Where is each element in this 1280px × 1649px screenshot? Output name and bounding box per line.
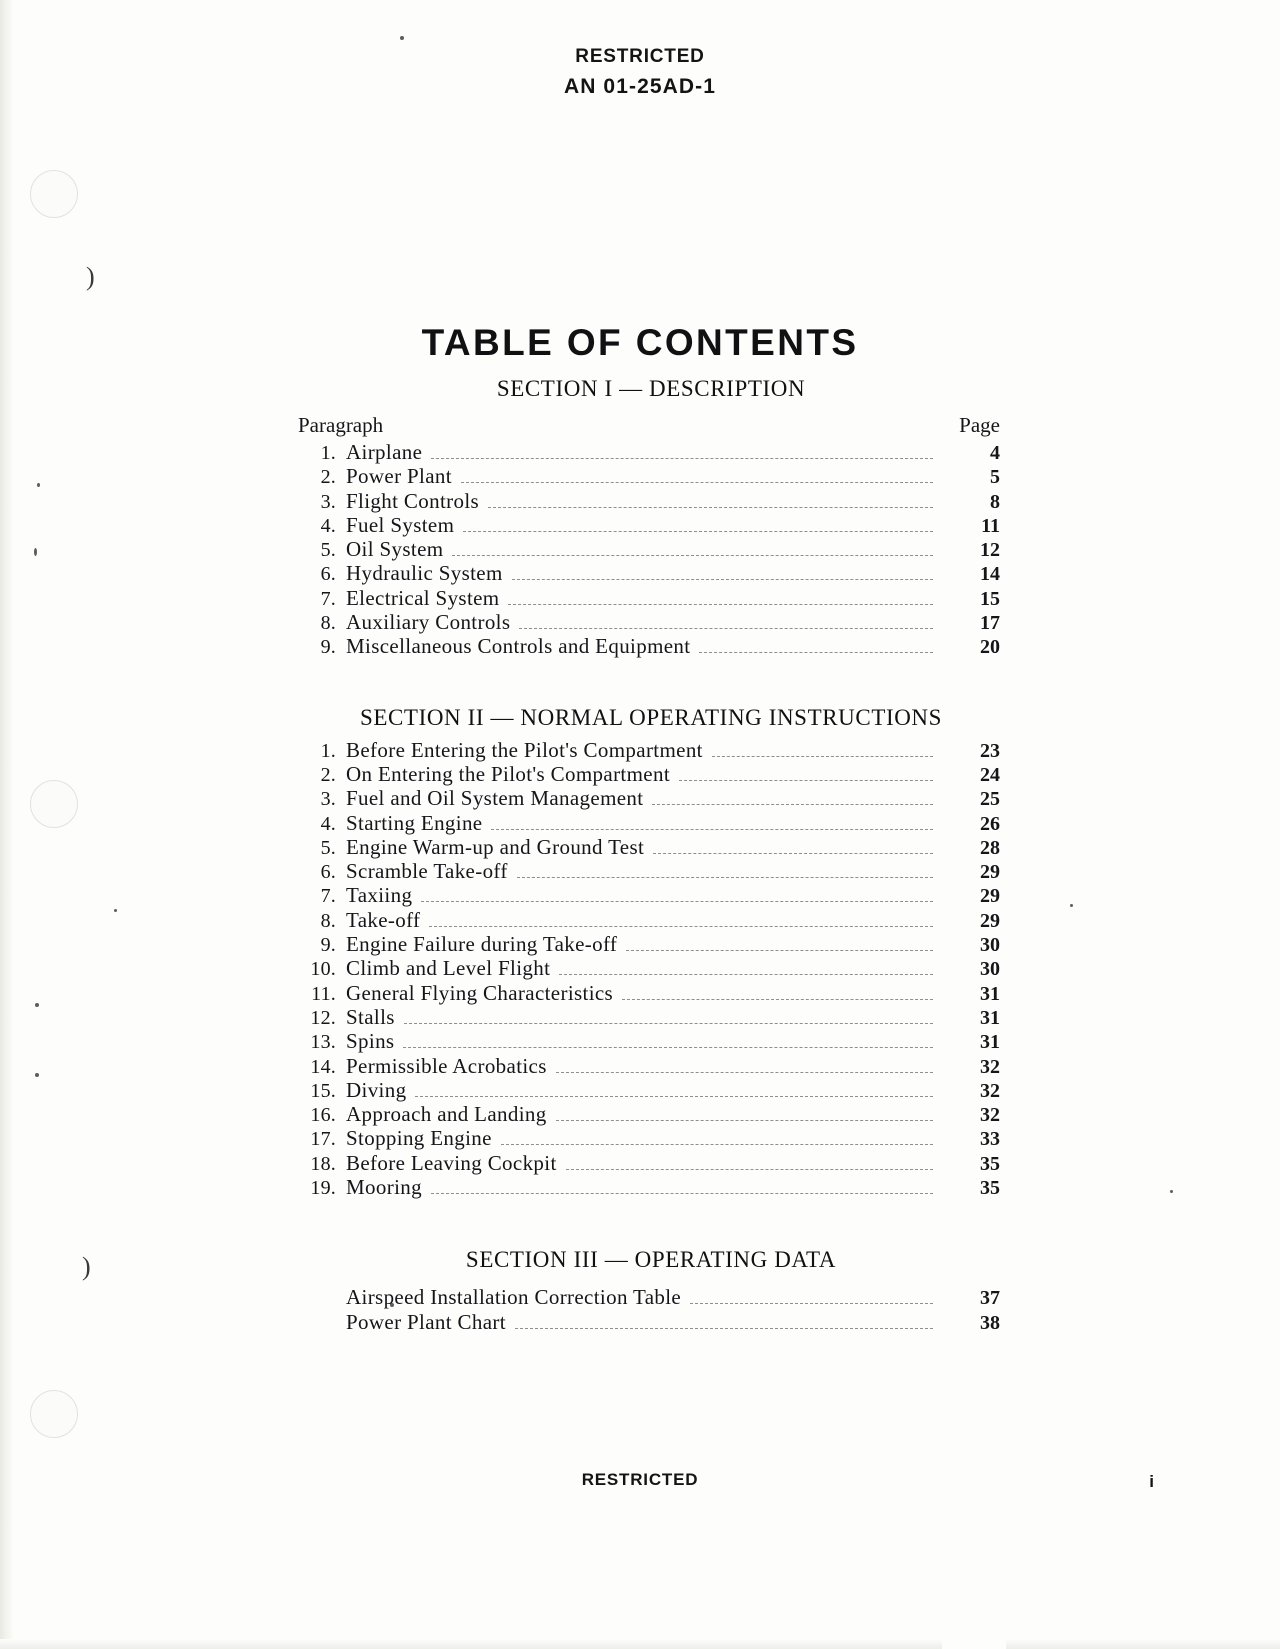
leader-dots [652,803,933,805]
leader-dots [559,973,933,975]
entry-number: 6. [320,563,336,586]
leader-dots [690,1302,933,1304]
section-heading-2: SECTION II — NORMAL OPERATING INSTRUCTIONS [359,704,943,730]
entry-title: Spins [346,1029,395,1054]
toc-entry[interactable] [296,861,1006,885]
toc-entry[interactable] [296,907,1006,934]
entry-page: 29 [942,862,1006,1649]
column-header-paragraph: Paragraph [298,413,384,437]
page-title: TABLE OF CONTENTS [421,322,859,363]
section-heading-1: SECTION I — DESCRIPTION [496,376,806,401]
entry-title: Power Plant [346,464,452,489]
leader-dots [488,506,933,508]
entry-number: 18. [310,1152,336,1175]
toc-entry[interactable] [296,512,1006,539]
toc-entry[interactable] [296,1287,1006,1311]
scan-speck [37,483,40,487]
leader-dots [699,651,933,653]
table-of-contents [296,376,1006,1336]
entry-title: Hydraulic System [346,561,503,586]
entry-title: Before Leaving Cockpit [346,1150,557,1175]
toc-entry[interactable] [296,810,1006,837]
scan-speck [1070,904,1073,907]
entry-page: 5 [942,467,1006,1649]
entry-title: Fuel System [346,512,455,537]
entry-page: 31 [942,1032,1006,1649]
leader-dots [415,1095,933,1097]
entry-number: 12. [310,1006,336,1029]
leader-dots [452,554,933,556]
scan-speck [400,36,404,40]
page-header [0,46,1280,99]
toc-entry[interactable] [296,466,1006,490]
entry-page: 31 [942,1008,1006,1649]
entry-number: 4. [320,514,336,537]
entry-number: 2. [320,466,336,489]
entry-title: Fuel and Oil System Management [346,786,644,811]
scan-edge-left [0,0,14,1649]
scan-speck [35,1003,39,1007]
entry-number: 3. [320,490,336,513]
toc-entry[interactable] [296,488,1006,515]
entry-page: 25 [942,789,1006,1649]
entry-number: 6. [320,861,336,884]
entry-title: Flight Controls [346,488,480,513]
entry-title: Electrical System [346,585,500,610]
entry-title: Airplane [346,440,423,464]
entry-number: 9. [320,934,336,957]
toc-entry[interactable] [296,761,1006,788]
entry-number: 2. [320,763,336,786]
entry-number: 5. [320,539,336,562]
entry-title: Stalls [346,1004,395,1029]
toc-entry[interactable] [296,1150,1006,1177]
entry-page: 28 [942,838,1006,1649]
entry-page: 30 [942,935,1006,1649]
toc-entry[interactable] [296,1053,1006,1080]
entry-page: 17 [942,613,1006,1649]
entry-title: Take-off [346,907,421,932]
punch-hole-mark [30,1390,78,1438]
toc-entry[interactable] [296,788,1006,812]
leader-dots [653,852,933,854]
entry-page: 4 [942,443,1006,1649]
punch-hole-mark [30,170,78,218]
entry-title: Miscellaneous Controls and Equipment [346,634,691,659]
toc-entry[interactable] [296,539,1006,563]
scan-artifact: ) [86,262,95,291]
entry-page: 14 [942,564,1006,1649]
toc-entry[interactable] [296,934,1006,958]
entry-title: Climb and Level Flight [346,956,551,981]
entry-title: Power Plant Chart [346,1309,506,1334]
entry-number: 8. [320,909,336,932]
entry-page: 26 [942,814,1006,1649]
leader-dots [461,481,933,483]
leader-dots [626,949,933,951]
entry-title: General Flying Characteristics [346,980,614,1005]
section-heading-3: SECTION III — OPERATING DATA [465,1247,837,1273]
entry-page: 11 [942,516,1006,1649]
toc-entry[interactable] [296,1004,1006,1031]
entry-title: Approach and Landing [346,1102,547,1127]
leader-dots [622,998,933,1000]
entry-title: Starting Engine [346,810,483,835]
entry-page: 29 [942,886,1006,1649]
leader-dots [421,900,933,902]
toc-entry[interactable] [296,585,1006,612]
leader-dots [556,1119,933,1121]
scan-speck [1170,1190,1173,1193]
entry-number: 13. [310,1031,336,1054]
entry-number: 4. [320,812,336,835]
entry-page: 31 [942,984,1006,1649]
entry-title: On Entering the Pilot's Compartment [346,761,670,786]
entry-number: 19. [310,1177,336,1200]
toc-entry[interactable] [296,1309,1006,1336]
entry-page: 24 [942,765,1006,1649]
toc-entry[interactable] [296,442,1006,466]
toc-entry[interactable] [296,885,1006,909]
scan-speck [35,1073,39,1077]
entry-number: 17. [310,1128,336,1151]
entry-page: 38 [942,1313,1006,1649]
toc-entry[interactable] [296,1104,1006,1128]
entry-title: Stopping Engine [346,1126,492,1151]
entry-page: 8 [942,492,1006,1649]
leader-dots [566,1168,933,1170]
leader-dots [508,603,933,605]
scan-speck [114,909,117,912]
scan-edge-bottom [0,1639,1280,1649]
leader-dots [512,578,933,580]
entry-number: 14. [310,1055,336,1078]
entry-page: 37 [942,1288,1006,1649]
entry-page: 23 [942,741,1006,1649]
toc-entry[interactable] [296,612,1006,636]
entry-page: 12 [942,540,1006,1649]
leader-dots [429,925,933,927]
entry-number: 7. [320,587,336,610]
scan-speck [34,548,37,556]
leader-dots [712,755,933,757]
entry-title: Mooring [346,1175,422,1200]
leader-dots [556,1071,933,1073]
column-headers [296,413,1006,438]
page-folio-number: i [1149,1472,1154,1491]
leader-dots [501,1143,933,1145]
toc-entry[interactable] [296,834,1006,861]
entry-number: 3. [320,788,336,811]
toc-entry[interactable] [296,1077,1006,1104]
leader-dots [463,530,933,532]
entry-title: Taxiing [346,883,413,908]
toc-entry[interactable] [296,1128,1006,1152]
entry-page: 20 [942,637,1006,1649]
toc-entry[interactable] [296,636,1006,660]
header-classification: RESTRICTED [575,46,705,67]
toc-entry[interactable] [296,737,1006,764]
entry-page: 29 [942,911,1006,1649]
entry-page: 15 [942,589,1006,1649]
entry-page: 30 [942,959,1006,1649]
entry-title: Oil System [346,537,444,562]
entry-title: Auxiliary Controls [346,610,511,635]
entry-number: 15. [310,1079,336,1102]
entry-number: 5. [320,836,336,859]
leader-dots [679,779,933,781]
entry-page: 32 [942,1105,1006,1649]
entry-title: Engine Failure during Take-off [346,932,618,957]
entry-title: Scramble Take-off [346,859,508,884]
toc-entry[interactable] [296,1177,1006,1201]
entry-page: 35 [942,1178,1006,1649]
leader-dots [491,828,933,830]
toc-entry[interactable] [296,1031,1006,1055]
leader-dots [404,1022,933,1024]
entry-number: 1. [320,739,336,762]
entry-number: 1. [320,442,336,464]
entry-number: 16. [310,1104,336,1127]
entry-title: Diving [346,1077,407,1102]
entry-number: 11. [311,982,336,1005]
entry-title: Airspeed Installation Correction Table [346,1285,682,1310]
column-header-page: Page [959,413,1000,437]
leader-dots [517,876,933,878]
entry-number: 9. [320,636,336,659]
entry-title: Before Entering the Pilot's Compartment [346,737,703,762]
leader-dots [403,1046,933,1048]
toc-entry[interactable] [296,563,1006,587]
footer-classification: RESTRICTED [581,1470,699,1489]
leader-dots [431,1192,933,1194]
leader-dots [515,1327,933,1329]
entry-page: 32 [942,1057,1006,1649]
entry-title: Permissible Acrobatics [346,1053,547,1078]
scan-artifact: ) [82,1252,91,1281]
entry-page: 35 [942,1154,1006,1649]
entry-number: 8. [320,612,336,635]
entry-number: 10. [310,958,336,981]
leader-dots [431,457,933,459]
leader-dots [519,627,933,629]
punch-hole-mark [30,780,78,828]
toc-entry[interactable] [296,980,1006,1007]
toc-entry[interactable] [296,958,1006,982]
entry-number: 7. [320,885,336,908]
entry-page: 32 [942,1081,1006,1649]
entry-page: 33 [942,1129,1006,1649]
entry-title: Engine Warm-up and Ground Test [346,834,645,859]
header-document-number: AN 01-25AD-1 [563,75,717,98]
